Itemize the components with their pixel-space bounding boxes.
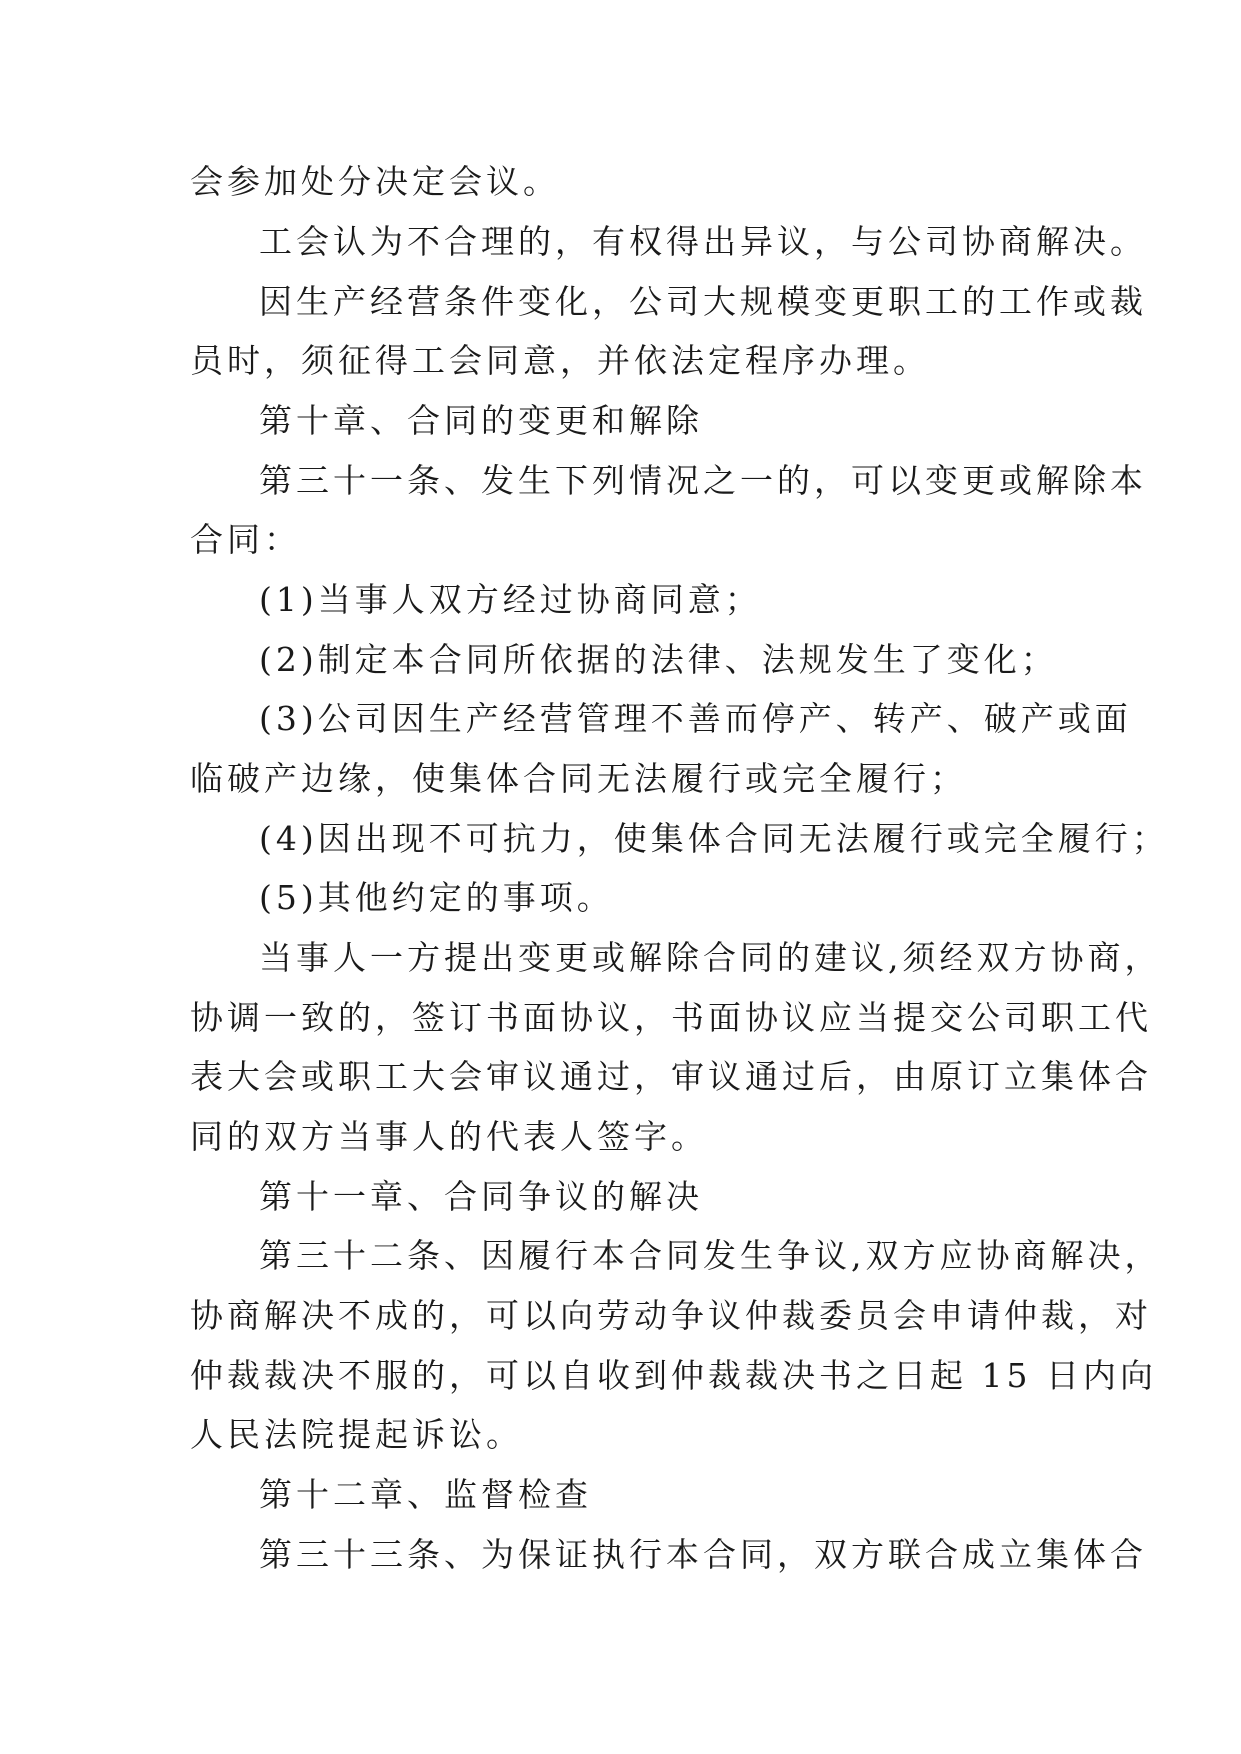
text-line: 临破产边缘，使集体合同无法履行或完全履行；	[190, 759, 967, 798]
list-item: (5)其他约定的事项。	[259, 878, 614, 917]
text-line: 会参加处分决定会议。	[190, 162, 560, 201]
chapter-heading: 第十章、合同的变更和解除	[259, 401, 703, 440]
text-line: 协商解决不成的，可以向劳动争议仲裁委员会申请仲裁，对	[190, 1296, 1152, 1335]
chapter-heading: 第十一章、合同争议的解决	[259, 1177, 703, 1216]
list-item: (3)公司因生产经营管理不善而停产、转产、破产或面	[259, 699, 1132, 738]
text-line: 协调一致的，签订书面协议，书面协议应当提交公司职工代	[190, 998, 1152, 1037]
text-line: 人民法院提起诉讼。	[190, 1415, 523, 1454]
text-line: 同的双方当事人的代表人签字。	[190, 1117, 708, 1156]
chapter-heading: 第十二章、监督检查	[259, 1475, 592, 1514]
list-item: (2)制定本合同所依据的法律、法规发生了变化；	[259, 640, 1058, 679]
text-line: 因生产经营条件变化，公司大规模变更职工的工作或裁	[259, 282, 1147, 321]
article-line: 第三十二条、因履行本合同发生争议,双方应协商解决，	[259, 1236, 1162, 1275]
text-line: 表大会或职工大会审议通过，审议通过后，由原订立集体合	[190, 1057, 1152, 1096]
list-item: (4)因出现不可抗力，使集体合同无法履行或完全履行；	[259, 819, 1169, 858]
article-line: 第三十三条、为保证执行本合同，双方联合成立集体合	[259, 1535, 1147, 1574]
article-line: 第三十一条、发生下列情况之一的，可以变更或解除本	[259, 461, 1147, 500]
text-line: 工会认为不合理的，有权得出异议，与公司协商解决。	[259, 222, 1147, 261]
text-line: 仲裁裁决不服的，可以自收到仲裁裁决书之日起 15 日内向	[190, 1356, 1157, 1395]
text-line: 合同：	[190, 520, 301, 559]
text-line: 员时，须征得工会同意，并依法定程序办理。	[190, 341, 930, 380]
list-item: (1)当事人双方经过协商同意；	[259, 580, 762, 619]
text-line: 当事人一方提出变更或解除合同的建议,须经双方协商，	[259, 938, 1162, 977]
